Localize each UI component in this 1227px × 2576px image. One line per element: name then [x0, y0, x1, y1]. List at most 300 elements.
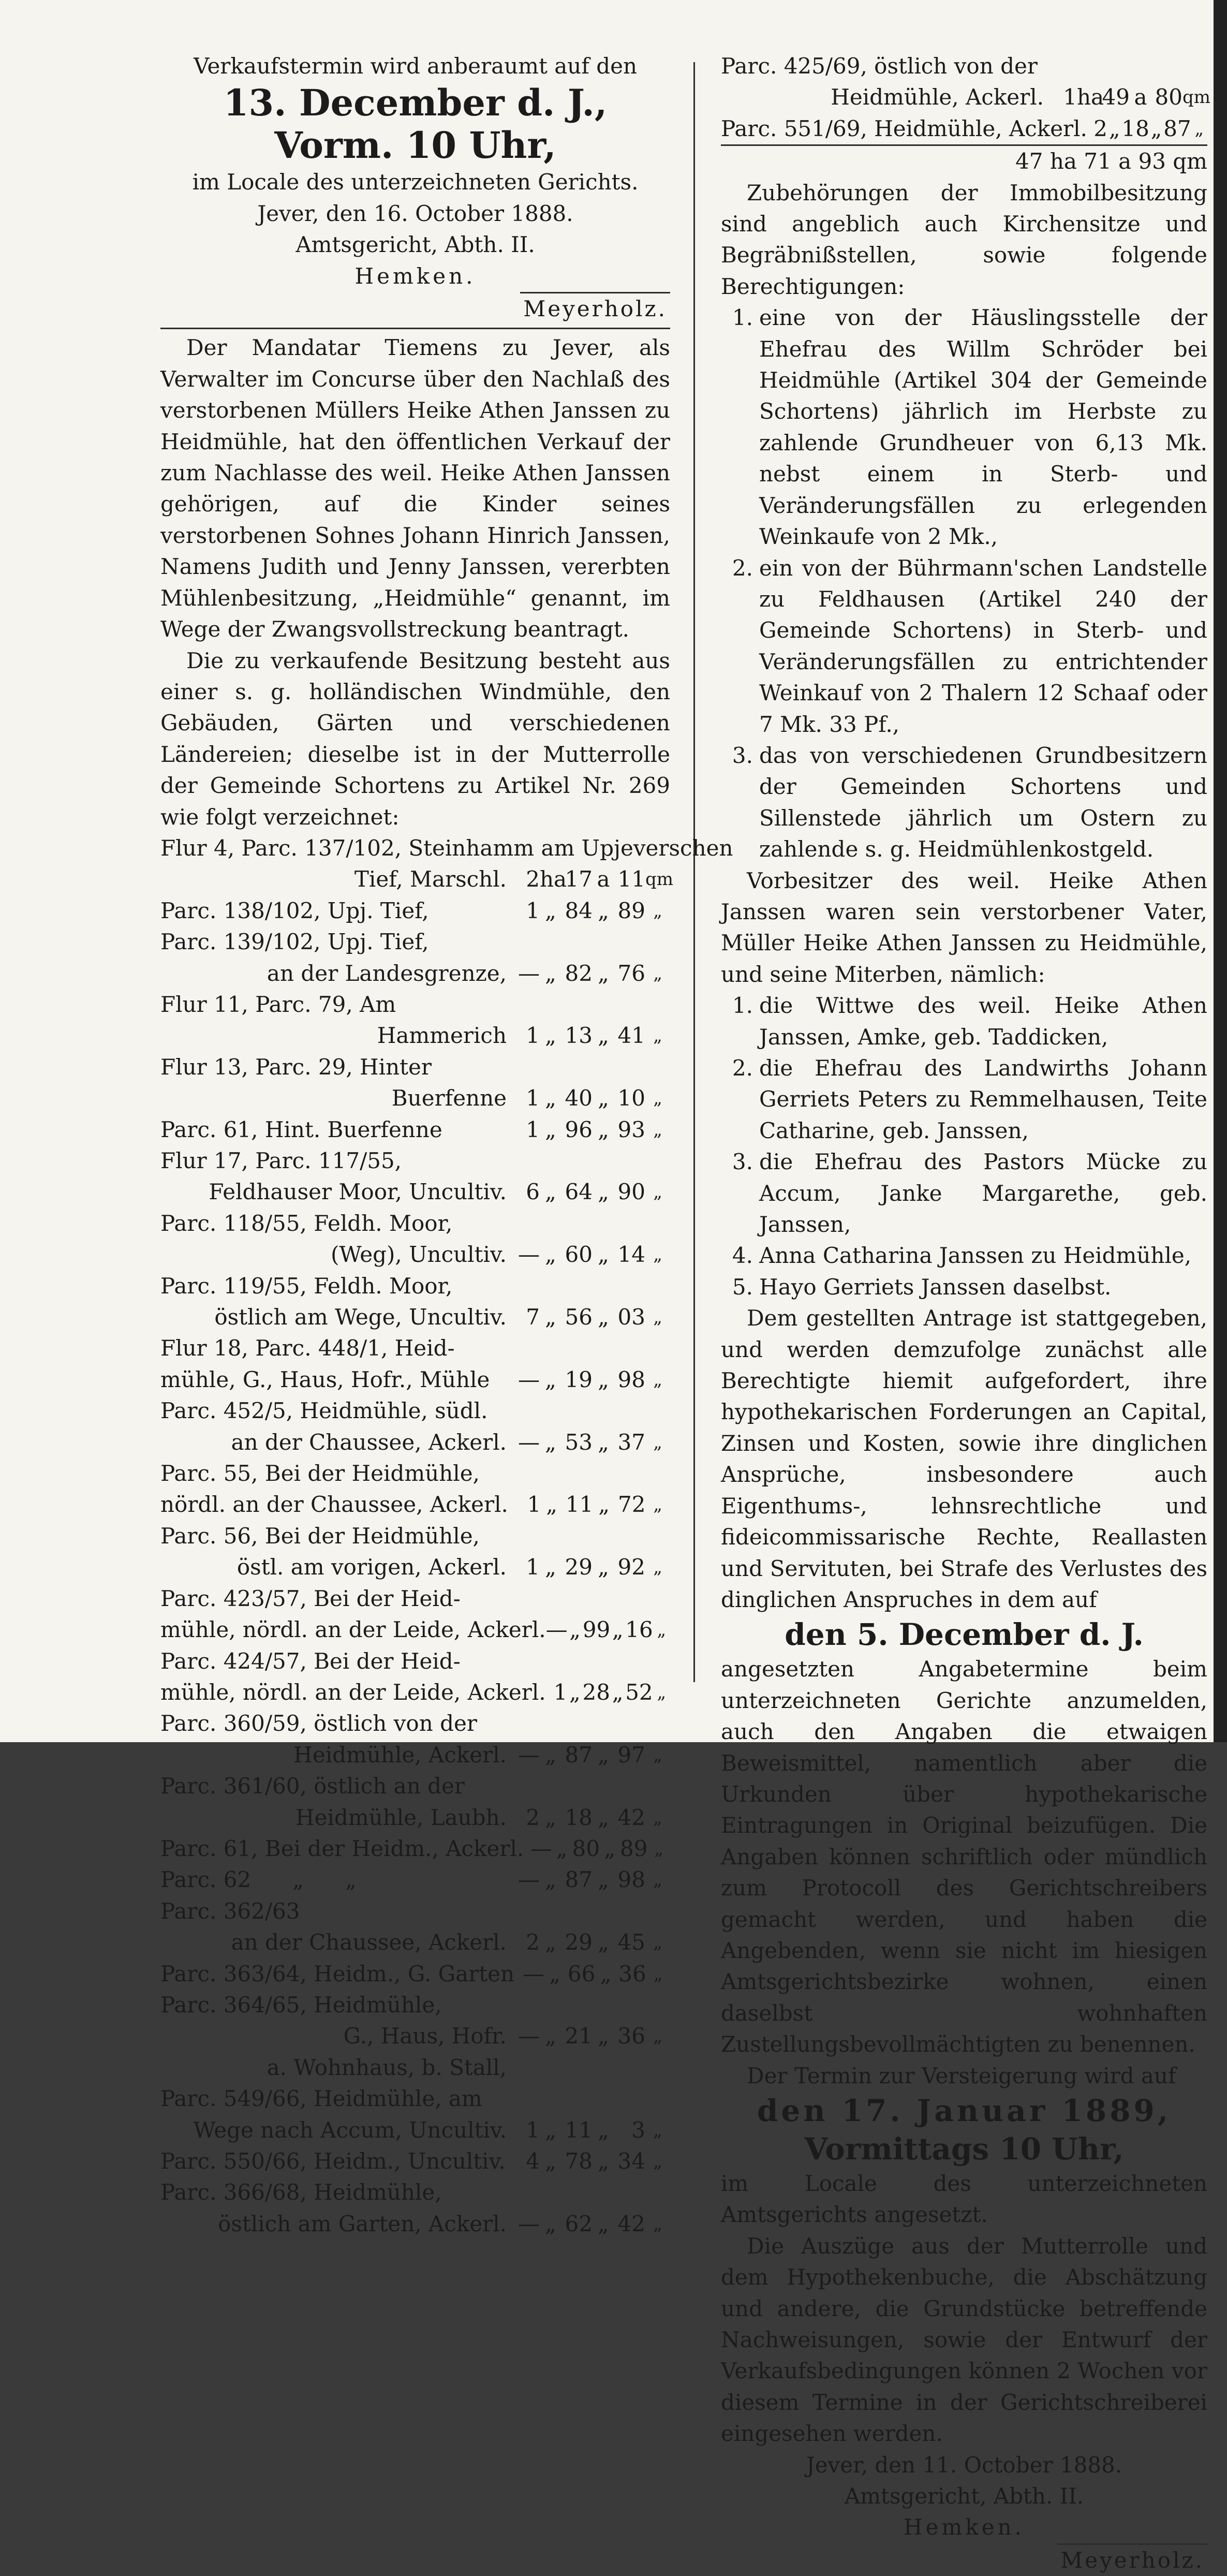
clerk-signature: Meyerholz. [520, 292, 670, 325]
unit-a [593, 1333, 614, 1364]
unit-qm [645, 1458, 670, 1489]
unit-a: „ [598, 1867, 609, 1893]
parcel-ares [561, 1646, 593, 1677]
parcel-row [160, 1114, 670, 1145]
notice-date-heading: 13. December d. J., Vorm. 10 Uhr, [223, 81, 608, 167]
parcel-hectares [509, 1333, 540, 1364]
list-item [721, 740, 1207, 865]
parcel-description: Heidmühle, Ackerl. [293, 1742, 507, 1768]
unit-a [593, 1771, 614, 1802]
parcel-square-metres [614, 989, 645, 1020]
unit-qm [645, 2083, 670, 2114]
parcel-row [160, 1176, 670, 1208]
parcel-row [721, 51, 1207, 82]
judge-name: Hemken. [354, 263, 476, 289]
unit-qm [645, 1990, 670, 2021]
unit-ha: „ [545, 2117, 556, 2143]
unit-a [593, 2083, 614, 2114]
parcel-description: Feldhauser Moor, Uncultiv. [209, 1179, 507, 1205]
unit-qm [1182, 51, 1207, 82]
notice-heading: Verkaufstermin wird anberaumt auf den [193, 53, 638, 79]
parcel-square-metres [614, 1708, 645, 1739]
parcel-square-metres: 14 [617, 1242, 645, 1268]
parcel-ares: 87 [565, 1867, 593, 1893]
unit-a [593, 1145, 614, 1176]
parcel-hectares [1046, 51, 1077, 82]
unit-qm: „ [653, 1494, 663, 1515]
parcel-square-metres: 45 [617, 1930, 645, 1955]
parcel-row [160, 958, 670, 989]
parcel-row [160, 989, 670, 1020]
parcel-hectares: 2 [526, 1930, 540, 1955]
parcel-hectares: — [522, 1961, 544, 1986]
unit-ha [540, 1896, 561, 1927]
parcel-ares: 62 [565, 2211, 593, 2236]
parcel-description: Flur 18, Parc. 448/1, Heid- [160, 1335, 455, 1361]
parcel-ares [1099, 51, 1130, 82]
parcel-hectares: — [518, 2023, 540, 2049]
parcel-row [160, 1208, 670, 1239]
unit-qm [645, 1145, 670, 1176]
unit-ha: „ [545, 1930, 556, 1955]
unit-ha: „ [569, 1679, 581, 1705]
parcel-ares [561, 1896, 593, 1927]
parcel-description: mühle, nördl. an der Leide, Ackerl. [160, 1679, 546, 1705]
parcel-hectares: 6 [526, 1179, 540, 1205]
unit-ha: „ [545, 1742, 556, 1768]
list-text: das von verschiedenen Grundbesitzern der Gemeinden Schortens und Sillenstede jährlich um Ostern zu zahlende s. g. Heidmühlenkostgeld. [759, 742, 1207, 862]
parcel-square-metres [614, 926, 645, 958]
parcel-description: Parc. 360/59, östlich von der [160, 1711, 477, 1736]
notice-paragraph: Dem gestellten Antrage ist stattgegeben, und werden demzufolge zunächst alle Berechtigte hiemit aufgefordert, ihre hypothekarischen Forderungen an Capital, Zinsen und Kosten, sowie ihre dinglichen Ansprüche, insbesondere auch Eigenthums-, lehnsrechtliche und fideicommissarische Rechte, Reallasten und Servituten, bei Strafe des Verlustes des dinglichen Anspruches in dem auf [721, 1305, 1207, 1612]
unit-a: „ [598, 1804, 609, 1830]
unit-a [593, 2177, 614, 2208]
list-number: 3. [732, 742, 753, 768]
parcel-square-metres: 11 [617, 866, 645, 892]
parcel-row [160, 1802, 670, 1833]
parcel-description: Parc. 550/66, Heidm., Uncultiv. [160, 2148, 506, 2174]
parcel-description: Parc. 424/57, Bei der Heid- [160, 1648, 461, 1674]
unit-qm: „ [653, 2151, 662, 2172]
parcel-ares [561, 1052, 593, 1083]
parcel-hectares [509, 1208, 540, 1239]
parcel-square-metres: 98 [617, 1867, 645, 1893]
signature-line [721, 2543, 1207, 2576]
unit-qm: „ [653, 1870, 662, 1891]
parcel-hectares: — [518, 1867, 540, 1893]
parcel-square-metres: 97 [617, 1742, 645, 1768]
unit-qm: „ [653, 1244, 662, 1265]
parcel-square-metres: 36 [618, 1961, 646, 1986]
parcel-hectares [509, 1395, 540, 1426]
list-number: 2. [732, 555, 753, 581]
parcel-description: Parc. 362/63 [160, 1898, 300, 1924]
list-text: ein von der Bührmann'schen Landstelle zu Feldhausen (Artikel 240 der Gemeinde Schortens) in Sterb- und Veränderungsfällen zu entrichtender Weinkauf von 2 Thalern 12 Schaaf oder 7 Mk. 33 Pf., [759, 555, 1207, 737]
parcel-row [160, 1364, 670, 1395]
parcel-row [160, 1083, 670, 1114]
unit-a: „ [598, 1085, 609, 1111]
parcel-description: Flur 17, Parc. 117/55, [160, 1148, 402, 1173]
parcel-square-metres [614, 1583, 645, 1614]
unit-ha [540, 2083, 561, 2114]
unit-a [593, 1583, 614, 1614]
unit-ha: „ [545, 1304, 556, 1330]
parcel-description: Parc. 425/69, östlich von der [721, 53, 1038, 79]
parcel-description: Parc. 138/102, Upj. Tief, [160, 897, 429, 923]
unit-a [1130, 51, 1151, 82]
parcel-square-metres: 72 [617, 1492, 646, 1518]
parcel-ares [561, 989, 593, 1020]
parcel-description: Parc. 55, Bei der Heidmühle, [160, 1461, 480, 1486]
parcel-hectares: — [518, 1742, 540, 1768]
parcel-ares [561, 2083, 593, 2114]
unit-a: „ [598, 2117, 609, 2143]
unit-a: „ [598, 960, 609, 986]
parcel-hectares [509, 1583, 540, 1614]
unit-qm [645, 1896, 670, 1927]
column-divider [693, 62, 695, 1682]
parcel-row [160, 1302, 670, 1333]
notice-paragraph: Die zu verkaufende Besitzung besteht aus einer s. g. holländischen Windmühle, den Gebäuden, Gärten und verschiedenen Ländereien; dieselbe ist in der Mutterrolle der Gemeinde Schortens zu Artikel Nr. 269 wie folgt verzeichnet: [160, 647, 670, 830]
unit-qm: „ [653, 1088, 662, 1109]
unit-qm: „ [653, 1369, 662, 1390]
parcel-ares [561, 1708, 593, 1739]
parcel-hectares [509, 1896, 540, 1927]
parcel-square-metres: 42 [617, 1804, 645, 1830]
unit-qm: „ [653, 1744, 662, 1765]
unit-a: „ [598, 1930, 609, 1955]
list-text: die Ehefrau des Landwirths Johann Gerriets Peters zu Remmelhausen, Teite Catharine, geb. Janssen, [759, 1055, 1207, 1143]
unit-ha: „ [545, 2148, 556, 2174]
parcel-hectares: — [518, 1366, 540, 1392]
parcel-hectares: — [530, 1835, 552, 1861]
notice-paragraph: Zubehörungen der Immobilbesitzung sind angeblich auch Kirchensitze und Begräbnißstellen, sowie folgende Berechtigungen: [721, 180, 1207, 299]
parcel-row [160, 1959, 670, 1990]
parcel-square-metres [614, 1646, 645, 1677]
list-item [721, 553, 1207, 740]
parcel-ares: 84 [565, 897, 593, 923]
parcel-hectares: — [518, 2211, 540, 2236]
parcel-description: Parc. 423/57, Bei der Heid- [160, 1585, 461, 1611]
unit-a: „ [598, 1179, 609, 1205]
heirs-list [721, 990, 1207, 1303]
unit-qm: „ [653, 963, 662, 984]
judge-name: Hemken. [903, 2514, 1025, 2540]
parcel-hectares: 1 [526, 1023, 540, 1049]
parcel-hectares: 1 [526, 1116, 540, 1142]
auction-time: Vormittags 10 Uhr, [804, 2131, 1124, 2167]
unit-qm [645, 2177, 670, 2208]
unit-qm: „ [653, 1557, 662, 1578]
unit-qm: „ [653, 2026, 662, 2047]
unit-qm [645, 1521, 670, 1552]
parcel-hectares: 1 [553, 1679, 568, 1705]
total-area: 47 ha 71 a 93 qm [721, 144, 1207, 177]
parcel-hectares: 2 [526, 1804, 540, 1830]
parcel-description: östlich am Garten, Ackerl. [218, 2211, 507, 2236]
parcel-hectares: 2 [1093, 115, 1108, 141]
list-item [721, 1272, 1207, 1303]
parcel-row [160, 895, 670, 926]
parcel-row [160, 1771, 670, 1802]
parcel-square-metres [614, 1208, 645, 1239]
unit-ha [540, 1521, 561, 1552]
unit-a: „ [598, 1429, 609, 1455]
parcel-hectares [509, 989, 540, 1020]
parcel-ares [561, 1333, 593, 1364]
unit-ha: „ [545, 1867, 556, 1893]
unit-ha: „ [545, 1023, 556, 1049]
parcel-square-metres: 41 [617, 1023, 645, 1049]
unit-ha: „ [545, 897, 556, 923]
parcel-row [160, 2021, 670, 2052]
unit-ha: „ [545, 1179, 556, 1205]
parcel-row [160, 1614, 670, 1645]
unit-ha: „ [556, 1835, 568, 1861]
parcel-description: Flur 4, Parc. 137/102, Steinhamm am Upjeverschen [160, 835, 733, 861]
left-column [160, 51, 733, 2240]
parcel-hectares: 1 [526, 897, 540, 923]
parcel-square-metres: 16 [625, 1617, 653, 1643]
parcel-hectares [509, 1458, 540, 1489]
parcel-ares: 29 [565, 1554, 593, 1580]
parcel-hectares [509, 2052, 540, 2083]
parcel-square-metres: 89 [620, 1835, 648, 1861]
parcel-row [160, 1458, 670, 1489]
parcel-ares: 18 [1121, 115, 1149, 141]
parcel-description: Parc. 119/55, Feldh. Moor, [160, 1273, 453, 1299]
unit-ha: „ [545, 1116, 556, 1142]
unit-qm: „ [653, 1932, 662, 1953]
unit-qm [645, 989, 670, 1020]
unit-a: a [1134, 84, 1147, 110]
parcel-ares [561, 1521, 593, 1552]
unit-qm: „ [653, 1307, 662, 1328]
parcel-table [160, 833, 733, 2240]
parcel-hectares [509, 1271, 540, 1302]
parcel-square-metres [614, 1271, 645, 1302]
parcel-description: Parc. 61, Hint. Buerfenne [160, 1116, 442, 1142]
list-item [721, 1053, 1207, 1146]
unit-ha [540, 2052, 561, 2083]
unit-ha: „ [545, 2023, 556, 2049]
parcel-square-metres: 93 [617, 1116, 645, 1142]
unit-a [593, 1521, 614, 1552]
unit-ha [540, 1990, 561, 2021]
unit-ha [540, 1052, 561, 1083]
unit-ha [540, 1395, 561, 1426]
list-number: 3. [732, 1149, 753, 1175]
parcel-ares [561, 2177, 593, 2208]
unit-a: „ [598, 1492, 610, 1518]
unit-ha: „ [549, 1961, 561, 1986]
unit-ha: ha [1077, 84, 1104, 110]
rights-list [721, 302, 1207, 865]
auction-date: den 17. Januar 1889, [757, 2093, 1172, 2128]
parcel-ares [561, 1145, 593, 1176]
parcel-square-metres: 3 [631, 2117, 645, 2143]
unit-a [593, 1208, 614, 1239]
unit-qm [645, 1395, 670, 1426]
parcel-square-metres: 34 [617, 2148, 645, 2174]
list-item [721, 1240, 1207, 1271]
parcel-ares: 21 [565, 2023, 593, 2049]
parcel-hectares: — [545, 1617, 568, 1643]
parcel-hectares: — [518, 1429, 540, 1455]
parcel-description: nördl. an der Chaussee, Ackerl. [160, 1492, 508, 1518]
parcel-square-metres: 37 [617, 1429, 645, 1455]
parcel-description: Buerfenne [391, 1085, 507, 1111]
parcel-row [160, 833, 733, 864]
parcel-square-metres [614, 1990, 645, 2021]
parcel-row [160, 1052, 670, 1083]
parcel-hectares: 2 [526, 866, 540, 892]
unit-ha [540, 1145, 561, 1176]
parcel-row [160, 1740, 670, 1771]
notice-paragraph: angesetzten Angabetermine beim unterzeichneten Gerichte anzumelden, auch den Angaben die etwaigen Beweismittel, namentlich aber die Urkunden über hypothekarische Eintragungen in Original beizufügen. Die Angaben können schriftlich oder mündlich zum Protocoll des Gerichtschreibers gemacht werden, und haben die Angebenden, wenn sie nicht im hiesigen Amtsgerichtsbezirke wohnen, einen daselbst wohnhaften Zustellungsbevollmächtigten zu benennen. [721, 1656, 1207, 2057]
unit-qm: „ [653, 1432, 662, 1453]
parcel-ares [561, 1395, 593, 1426]
unit-qm: „ [653, 2119, 662, 2141]
unit-ha: „ [545, 960, 556, 986]
parcel-row [160, 864, 674, 895]
unit-ha: „ [569, 1617, 581, 1643]
parcel-description: G., Haus, Hofr. [343, 2023, 507, 2049]
parcel-row [160, 926, 670, 958]
unit-qm: „ [653, 2213, 662, 2234]
parcel-description: Wege nach Accum, Uncultiv. [193, 2117, 507, 2143]
unit-a: „ [598, 2148, 609, 2174]
unit-ha [540, 1271, 561, 1302]
parcel-ares: 17 [565, 866, 593, 892]
unit-qm [645, 1771, 670, 1802]
parcel-ares [561, 1771, 593, 1802]
parcel-description: Parc. 366/68, Heidmühle, [160, 2180, 442, 2205]
unit-a [593, 1646, 614, 1677]
unit-qm: „ [653, 1025, 662, 1047]
parcel-hectares [509, 1708, 540, 1739]
unit-qm: „ [1194, 118, 1204, 139]
parcel-description: Heidmühle, Ackerl. [831, 84, 1044, 110]
parcel-ares [561, 1271, 593, 1302]
notice-place-date: Jever, den 11. October 1888. [806, 2452, 1122, 2478]
parcel-ares: 60 [565, 1242, 593, 1268]
unit-ha [540, 926, 561, 958]
parcel-description: Parc. 364/65, Heidmühle, [160, 1992, 442, 2018]
parcel-ares: 11 [565, 2117, 593, 2143]
parcel-description: an der Chaussee, Ackerl. [231, 1429, 507, 1455]
unit-a: „ [598, 1116, 609, 1142]
parcel-row [160, 1271, 670, 1302]
parcel-square-metres [614, 1395, 645, 1426]
unit-ha: „ [546, 1492, 557, 1518]
parcel-row [160, 2083, 670, 2114]
parcel-ares: 28 [582, 1679, 610, 1705]
parcel-ares: 53 [565, 1429, 593, 1455]
parcel-row [160, 1864, 670, 1895]
court-name: Amtsgericht, Abth. II. [295, 232, 535, 258]
list-text: Anna Catharina Janssen zu Heidmühle, [759, 1243, 1192, 1269]
parcel-description: Parc. 361/60, östlich an der [160, 1773, 465, 1799]
unit-qm: „ [653, 900, 662, 921]
parcel-description: Parc. 549/66, Heidmühle, am [160, 2086, 482, 2112]
parcel-table-continued [721, 51, 1211, 144]
parcel-row [721, 82, 1211, 113]
unit-a [593, 989, 614, 1020]
list-item [721, 302, 1207, 552]
parcel-description: Parc. 56, Bei der Heidmühle, [160, 1523, 480, 1549]
parcel-row [160, 1990, 670, 2021]
section-divider [160, 328, 670, 329]
parcel-square-metres [614, 1896, 645, 1927]
parcel-row [160, 1395, 670, 1426]
notice-paragraph: Vorbesitzer des weil. Heike Athen Janssen waren sein verstorbener Vater, Müller Heike Athen Janssen zu Heidmühle, und seine Miterben, nämlich: [721, 867, 1207, 987]
parcel-hectares: — [518, 960, 540, 986]
parcel-description: Parc. 118/55, Feldh. Moor, [160, 1210, 453, 1236]
parcel-square-metres [614, 1333, 645, 1364]
list-item [721, 990, 1207, 1053]
parcel-description: Parc. 62 „ „ [160, 1867, 357, 1893]
parcel-hectares [509, 1990, 540, 2021]
unit-ha [540, 1458, 561, 1489]
parcel-description: an der Landesgrenze, [267, 960, 507, 986]
parcel-hectares [509, 2083, 540, 2114]
claims-deadline: den 5. December d. J. [785, 1617, 1144, 1653]
parcel-hectares [509, 1052, 540, 1083]
right-column [721, 51, 1211, 2576]
parcel-hectares [509, 1646, 540, 1677]
unit-a [593, 1052, 614, 1083]
parcel-square-metres [614, 1145, 645, 1176]
unit-a [593, 1896, 614, 1927]
unit-a [593, 1990, 614, 2021]
parcel-ares [561, 1458, 593, 1489]
parcel-row [160, 2052, 670, 2083]
parcel-square-metres: 80 [1155, 84, 1182, 110]
parcel-row [160, 1552, 670, 1583]
parcel-ares: 56 [565, 1304, 593, 1330]
page-edge [1214, 0, 1227, 1742]
parcel-square-metres: 52 [625, 1679, 653, 1705]
list-number: 5. [732, 1274, 753, 1300]
parcel-ares: 87 [565, 1742, 593, 1768]
notice-place-date: Jever, den 16. October 1888. [257, 200, 573, 226]
notice-location: im Locale des unterzeichneten Gerichts. [192, 169, 639, 195]
list-item [721, 1146, 1207, 1240]
unit-ha: „ [545, 1242, 556, 1268]
unit-ha: „ [545, 1429, 556, 1455]
parcel-row [160, 1646, 670, 1677]
parcel-description: östlich am Wege, Uncultiv. [214, 1304, 507, 1330]
parcel-description: Parc. 551/69, Heidmühle, Ackerl. [721, 115, 1087, 141]
notice-paragraph: Die Auszüge aus der Mutterrolle und dem Hypothekenbuche, die Abschätzung und andere, die Grundstücke betreffende Nachweisungen, sowie der Entwurf der Verkaufsbedingungen können 2 Wochen vor diesem Termine in der Gerichtschreiberei eingesehen werden. [721, 2233, 1207, 2447]
parcel-hectares [509, 2177, 540, 2208]
list-text: die Wittwe des weil. Heike Athen Janssen, Amke, geb. Taddicken, [759, 993, 1207, 1050]
parcel-description: a. Wohnhaus, b. Stall, [267, 2054, 507, 2080]
parcel-ares: 13 [565, 1023, 593, 1049]
parcel-square-metres: 89 [617, 897, 645, 923]
parcel-ares: 96 [565, 1116, 593, 1142]
unit-a: „ [1150, 115, 1162, 141]
court-name: Amtsgericht, Abth. II. [844, 2483, 1084, 2509]
parcel-ares: 82 [565, 960, 593, 986]
parcel-ares: 49 [1102, 84, 1130, 110]
unit-a: „ [598, 1366, 609, 1392]
parcel-ares: 78 [565, 2148, 593, 2174]
unit-qm: „ [654, 1963, 663, 1984]
unit-ha: „ [545, 1366, 556, 1392]
unit-a: „ [598, 2023, 609, 2049]
